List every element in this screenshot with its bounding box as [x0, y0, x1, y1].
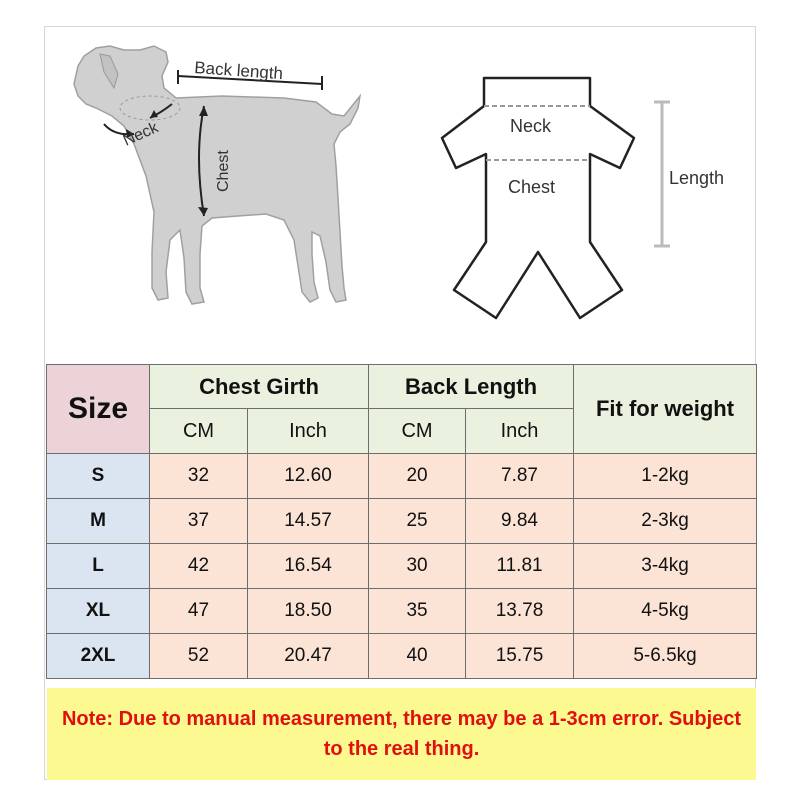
neck-label: Neck	[120, 119, 161, 150]
back-cm-cell: 25	[369, 499, 466, 544]
back-inch-cell: 9.84	[466, 499, 574, 544]
size-cell: XL	[47, 589, 150, 634]
chest-girth-header: Chest Girth	[150, 365, 369, 409]
back-cm-cell: 35	[369, 589, 466, 634]
chest-inch-header: Inch	[248, 409, 369, 454]
garment-length-label: Length	[669, 168, 725, 188]
chest-inch-cell: 18.50	[248, 589, 369, 634]
back-cm-header: CM	[369, 409, 466, 454]
chest-inch-cell: 20.47	[248, 634, 369, 679]
size-header: Size	[47, 365, 150, 454]
back-cm-cell: 40	[369, 634, 466, 679]
back-cm-cell: 30	[369, 544, 466, 589]
size-cell: L	[47, 544, 150, 589]
back-cm-cell: 20	[369, 454, 466, 499]
weight-cell: 4-5kg	[574, 589, 757, 634]
back-inch-cell: 7.87	[466, 454, 574, 499]
chest-cm-cell: 47	[150, 589, 248, 634]
back-inch-cell: 11.81	[466, 544, 574, 589]
size-cell: S	[47, 454, 150, 499]
size-chart-table	[46, 364, 757, 679]
size-cell: M	[47, 499, 150, 544]
chest-cm-cell: 32	[150, 454, 248, 499]
garment-neck-label: Neck	[510, 116, 552, 136]
fit-for-weight-header: Fit for weight	[574, 365, 757, 454]
weight-cell: 3-4kg	[574, 544, 757, 589]
weight-cell: 5-6.5kg	[574, 634, 757, 679]
measurement-illustration	[44, 26, 756, 362]
weight-cell: 1-2kg	[574, 454, 757, 499]
chest-inch-cell: 14.57	[248, 499, 369, 544]
back-length-label: Back length	[193, 58, 284, 84]
back-inch-cell: 15.75	[466, 634, 574, 679]
chest-cm-cell: 42	[150, 544, 248, 589]
table-header-row	[47, 365, 757, 409]
back-inch-header: Inch	[466, 409, 574, 454]
chest-inch-cell: 12.60	[248, 454, 369, 499]
table-row	[47, 499, 757, 544]
weight-cell: 2-3kg	[574, 499, 757, 544]
table-row	[47, 589, 757, 634]
garment-outline	[442, 78, 634, 318]
chest-cm-header: CM	[150, 409, 248, 454]
table-row	[47, 634, 757, 679]
measurement-note: Note: Due to manual measurement, there may be a 1-3cm error. Subject to the real thing.	[61, 708, 742, 760]
chest-cm-cell: 37	[150, 499, 248, 544]
chest-inch-cell: 16.54	[248, 544, 369, 589]
measurement-diagram	[44, 26, 756, 362]
chest-label: Chest	[215, 150, 232, 192]
back-inch-cell: 13.78	[466, 589, 574, 634]
size-cell: 2XL	[47, 634, 150, 679]
chest-cm-cell: 52	[150, 634, 248, 679]
garment-chest-label: Chest	[508, 177, 556, 197]
back-length-header: Back Length	[369, 365, 574, 409]
table-row	[47, 544, 757, 589]
table-row	[47, 454, 757, 499]
note-box	[47, 688, 756, 780]
